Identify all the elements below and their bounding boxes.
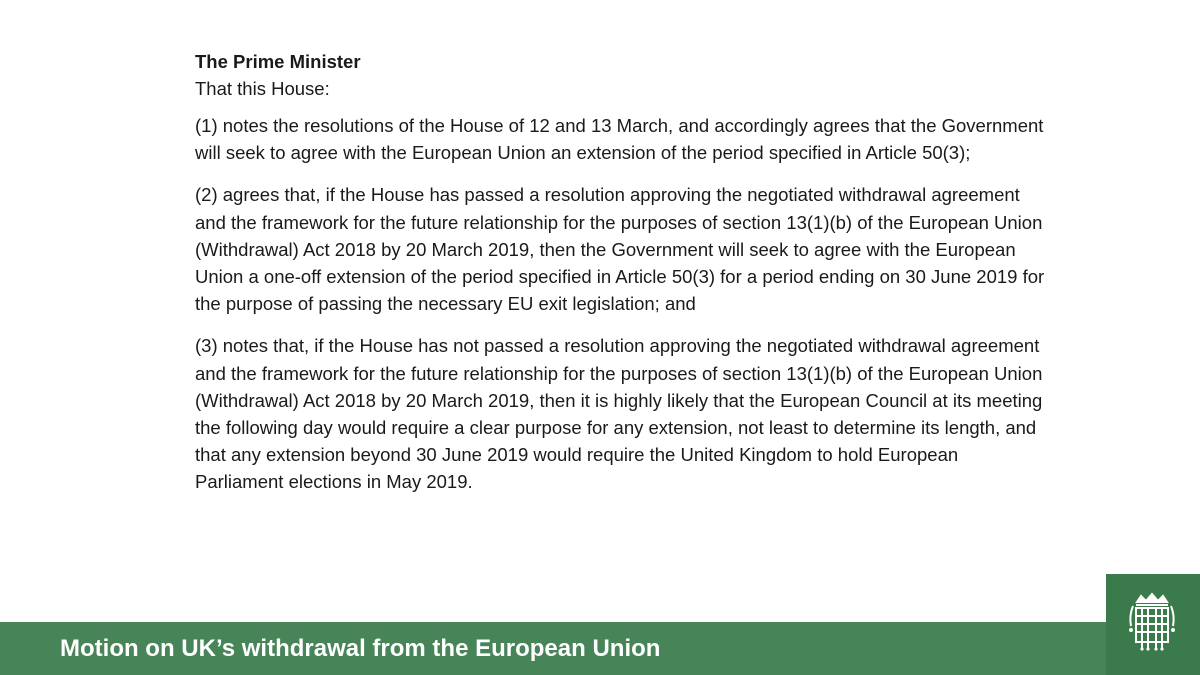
motion-paragraph-2: (2) agrees that, if the House has passed a resolution approving the negotiated withdrawal agreement and the framework for the future relationship for the purposes of section 13(1)(b) of the European Union (Withdrawal) Act 2018 by 20 March 2019, then the Government will seek to agree with the European Union a one-off extension of the period specified in Article 50(3) for a period ending on 30 June 2019 for the purpose of passing the necessary EU exit legislation; and xyxy=(195,184,1045,315)
banner-title: Motion on UK’s withdrawal from the European Union xyxy=(60,635,661,662)
portcullis-icon xyxy=(1127,592,1177,654)
motion-paragraph-1: (1) notes the resolutions of the House of 12 and 13 March, and accordingly agrees that the Government will seek to agree with the European Union an extension of the period specified in Article 50(3); xyxy=(195,115,1044,164)
motion-intro: That this House: xyxy=(195,78,330,99)
parliament-logo xyxy=(1106,574,1200,675)
motion-paragraph-3: (3) notes that, if the House has not passed a resolution approving the negotiated withdrawal agreement and the framework for the future relationship for the purposes of section 13(1)(b) of the European Union (Withdrawal) Act 2018 by 20 March 2019, then it is highly likely that the European Council at its meeting the following day would require a clear purpose for any extension, not least to determine its length, and that any extension beyond 30 June 2019 would require the United Kingdom to hold European Parliament elections in May 2019. xyxy=(195,335,1043,493)
motion-mover: The Prime Minister xyxy=(195,51,361,72)
title-banner xyxy=(0,622,1106,675)
motion-text-block xyxy=(195,48,1045,511)
